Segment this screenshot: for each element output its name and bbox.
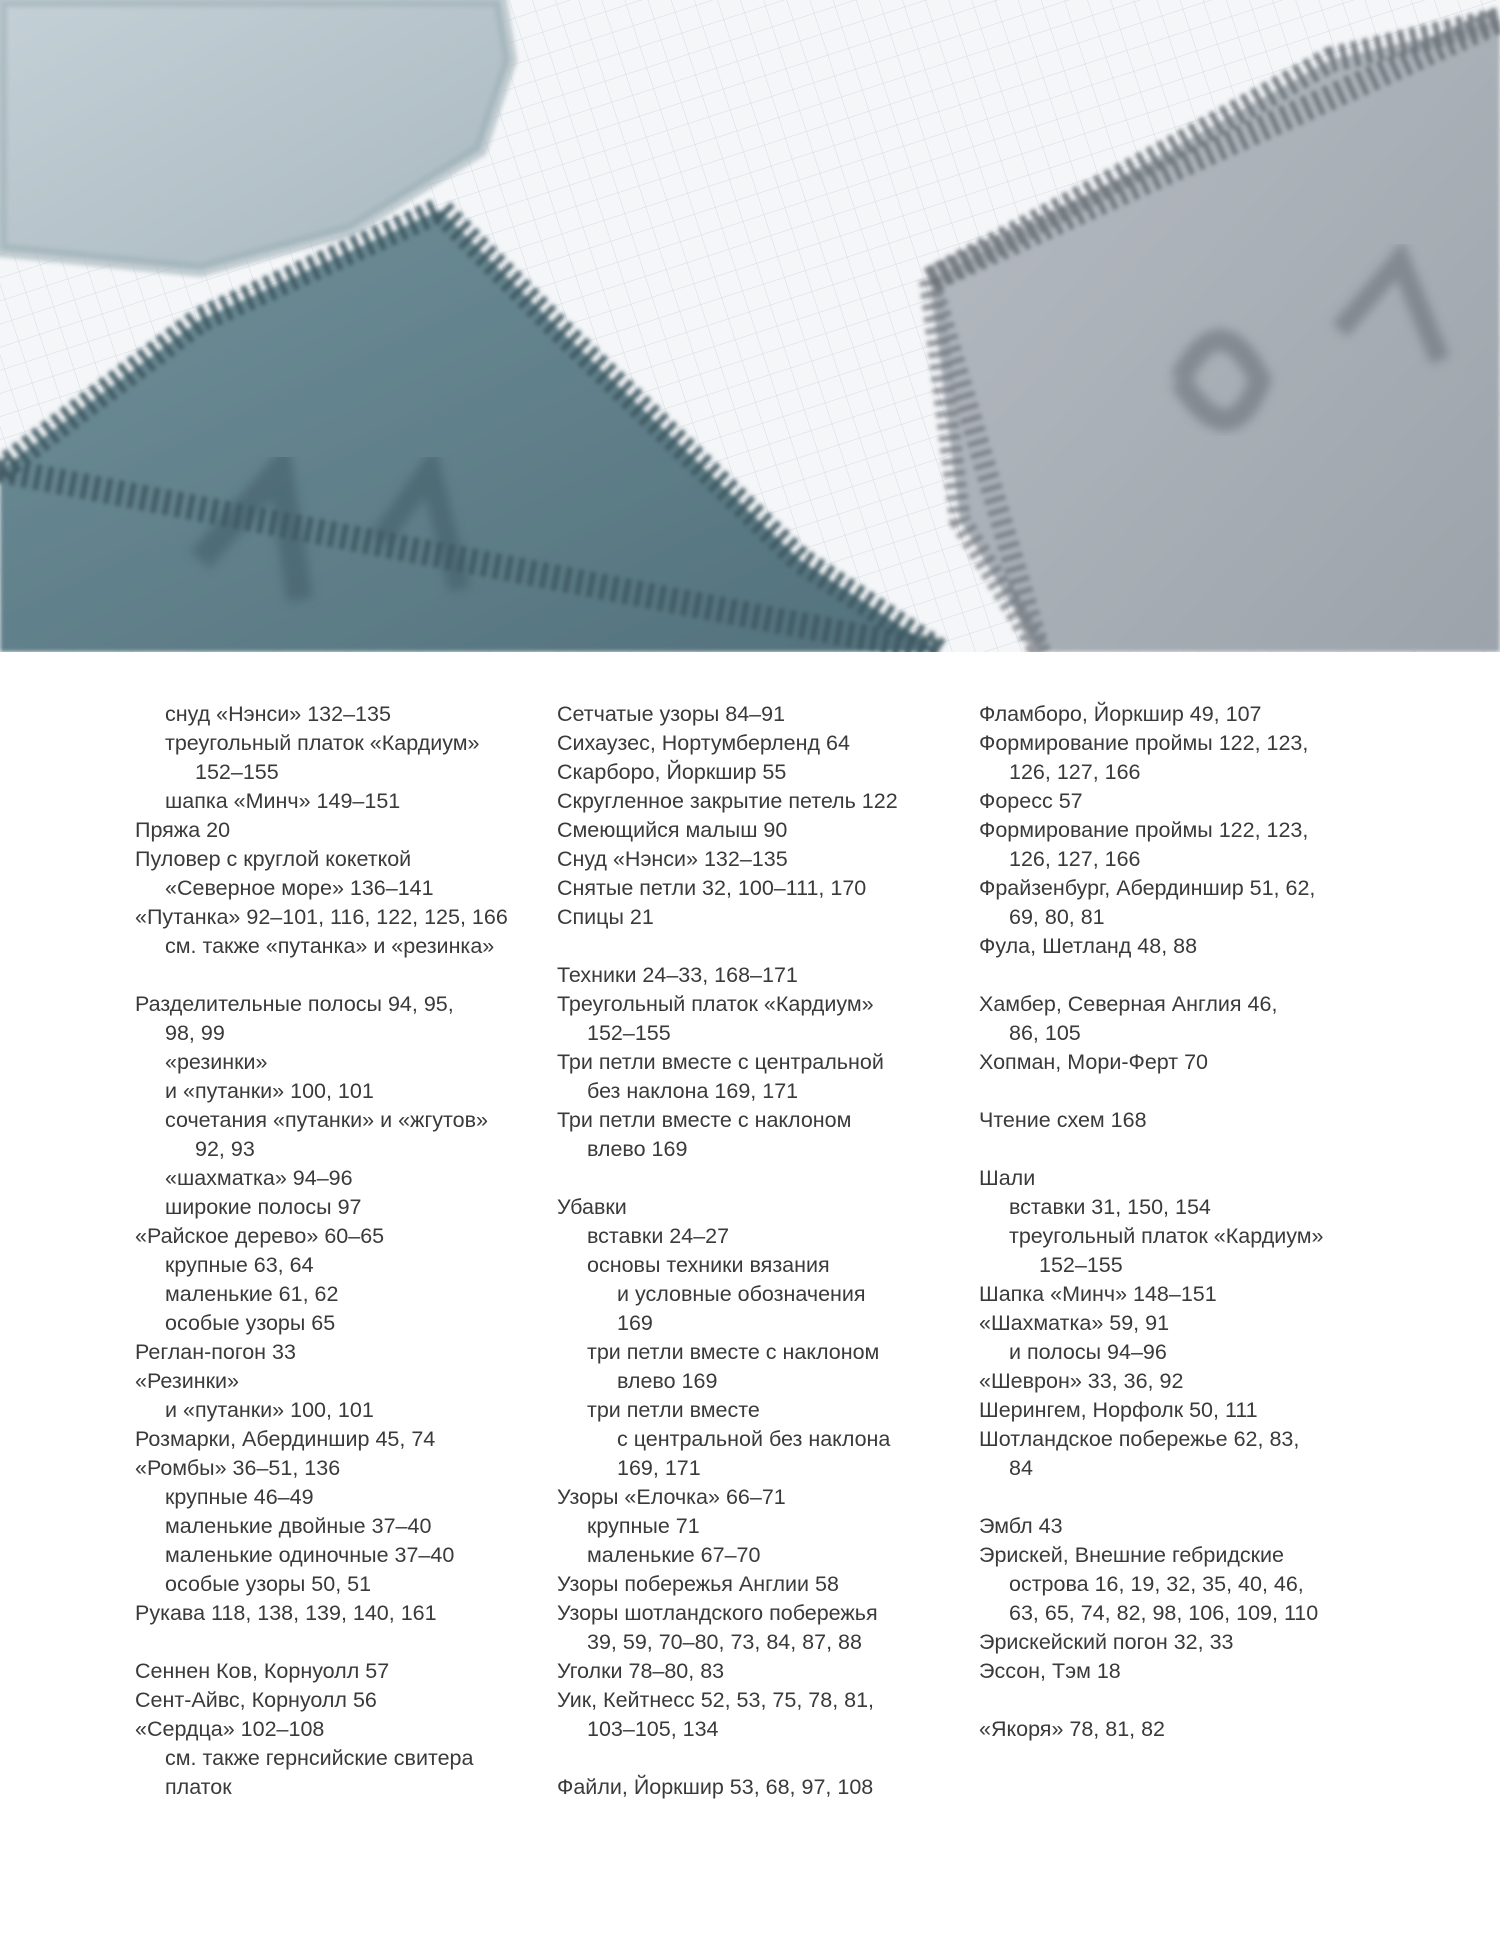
index-column-2 (557, 700, 957, 1802)
index-subentry: и условные обозначения (617, 1282, 866, 1306)
index-entry: Эрискей, Внешние гебридские (979, 1543, 1284, 1567)
index-gap (979, 1686, 1379, 1715)
index-subentry: с центральной без наклона (617, 1427, 891, 1451)
index-gap (557, 1744, 957, 1773)
index-entry: Сент-Айвс, Корнуолл 56 (135, 1688, 377, 1712)
index-subentry: и «путанки» 100, 101 (165, 1079, 374, 1103)
index-subentry: «резинки» (165, 1050, 268, 1074)
index-subentry: особые узоры 50, 51 (165, 1572, 372, 1596)
index-entry: Снятые петли 32, 100–111, 170 (557, 876, 867, 900)
index-gap (979, 961, 1379, 990)
index-entry: Эрискейский погон 32, 33 (979, 1630, 1234, 1654)
index-subentry: 126, 127, 166 (1009, 847, 1141, 871)
index-entry: Узоры шотландского побережья (557, 1601, 878, 1625)
index-subentry: влево 169 (617, 1369, 718, 1393)
index-subentry: три петли вместе с наклоном (587, 1340, 880, 1364)
index-entry: Убавки (557, 1195, 627, 1219)
index-entry: «Шеврон» 33, 36, 92 (979, 1369, 1184, 1393)
index-entry: Уголки 78–80, 83 (557, 1659, 725, 1683)
index-entry: Сетчатые узоры 84–91 (557, 702, 786, 726)
index-subentry: платок (165, 1775, 232, 1799)
index-subentry: основы техники вязания (587, 1253, 830, 1277)
index-subentry: шапка «Минч» 149–151 (165, 789, 401, 813)
index-subentry: вставки 31, 150, 154 (1009, 1195, 1211, 1219)
index-entry: Узоры побережья Англии 58 (557, 1572, 839, 1596)
index-gap (979, 1077, 1379, 1106)
index-subentry: 169 (617, 1311, 653, 1335)
index-subentry: влево 169 (587, 1137, 688, 1161)
index-subentry: 152–155 (1039, 1253, 1123, 1277)
index-subentry: 84 (1009, 1456, 1033, 1480)
index-entry: Эссон, Тэм 18 (979, 1659, 1121, 1683)
index-subentry: и «путанки» 100, 101 (165, 1398, 374, 1422)
index-subentry: особые узоры 65 (165, 1311, 336, 1335)
index-entry: «Шахматка» 59, 91 (979, 1311, 1170, 1335)
index-subentry: три петли вместе (587, 1398, 760, 1422)
index-subentry: 69, 80, 81 (1009, 905, 1105, 929)
index-subentry: «Северное море» 136–141 (165, 876, 434, 900)
index-entry: Смеющийся малыш 90 (557, 818, 788, 842)
index-subentry: 98, 99 (165, 1021, 225, 1045)
index-entry: Уик, Кейтнесс 52, 53, 75, 78, 81, (557, 1688, 875, 1712)
index-entry: Шерингем, Норфолк 50, 111 (979, 1398, 1258, 1422)
index-entry: Чтение схем 168 (979, 1108, 1147, 1132)
index-column-3 (979, 700, 1379, 1744)
index-gap (557, 1164, 957, 1193)
index-columns (0, 700, 1500, 1900)
index-entry: Форесс 57 (979, 789, 1083, 813)
index-subentry: снуд «Нэнси» 132–135 (165, 702, 391, 726)
index-gap (979, 1135, 1379, 1164)
index-subentry: 39, 59, 70–80, 73, 84, 87, 88 (587, 1630, 862, 1654)
index-entry: Шапка «Минч» 148–151 (979, 1282, 1217, 1306)
index-entry: «Якоря» 78, 81, 82 (979, 1717, 1166, 1741)
index-subentry: треугольный платок «Кардиум» (165, 731, 480, 755)
index-entry: Треугольный платок «Кардиум» (557, 992, 874, 1016)
photo-illustration (0, 0, 1500, 652)
index-entry: «Сердца» 102–108 (135, 1717, 325, 1741)
index-entry: «Ромбы» 36–51, 136 (135, 1456, 341, 1480)
index-entry: Фламборо, Йоркшир 49, 107 (979, 702, 1262, 726)
index-subentry: без наклона 169, 171 (587, 1079, 799, 1103)
index-subentry: 92, 93 (195, 1137, 255, 1161)
index-entry: Техники 24–33, 168–171 (557, 963, 798, 987)
index-column-1 (135, 700, 535, 1802)
index-entry: Разделительные полосы 94, 95, (135, 992, 454, 1016)
knitted-swatches-photo (0, 0, 1500, 652)
index-subentry: маленькие 61, 62 (165, 1282, 339, 1306)
index-subentry: вставки 24–27 (587, 1224, 730, 1248)
index-entry: Шали (979, 1166, 1036, 1190)
index-gap (135, 961, 535, 990)
index-subentry: 169, 171 (617, 1456, 701, 1480)
index-entry: Пряжа 20 (135, 818, 231, 842)
index-subentry: маленькие двойные 37–40 (165, 1514, 432, 1538)
index-entry: Скарборо, Йоркшир 55 (557, 760, 787, 784)
index-subentry: см. также «путанка» и «резинка» (165, 934, 495, 958)
index-entry: Фула, Шетланд 48, 88 (979, 934, 1198, 958)
index-subentry: 152–155 (195, 760, 279, 784)
index-subentry: «шахматка» 94–96 (165, 1166, 353, 1190)
index-entry: Сеннен Ков, Корнуолл 57 (135, 1659, 390, 1683)
index-entry: «Путанка» 92–101, 116, 122, 125, 166 (135, 905, 508, 929)
index-subentry: 86, 105 (1009, 1021, 1081, 1045)
index-entry: Реглан-погон 33 (135, 1340, 296, 1364)
index-gap (557, 932, 957, 961)
index-entry: Фрайзенбург, Абердиншир 51, 62, (979, 876, 1316, 900)
index-entry: Хопман, Мори-Ферт 70 (979, 1050, 1209, 1074)
index-entry: Сихаузес, Нортумберленд 64 (557, 731, 850, 755)
index-subentry: крупные 71 (587, 1514, 700, 1538)
index-entry: Спицы 21 (557, 905, 654, 929)
index-entry: Формирование проймы 122, 123, (979, 731, 1309, 755)
index-entry: Розмарки, Абердиншир 45, 74 (135, 1427, 436, 1451)
index-subentry: 126, 127, 166 (1009, 760, 1141, 784)
index-subentry: маленькие 67–70 (587, 1543, 761, 1567)
index-subentry: и полосы 94–96 (1009, 1340, 1167, 1364)
index-entry: Три петли вместе с центральной (557, 1050, 884, 1074)
index-entry: Формирование проймы 122, 123, (979, 818, 1309, 842)
index-subentry: крупные 46–49 (165, 1485, 314, 1509)
index-entry: Скругленное закрытие петель 122 (557, 789, 898, 813)
index-entry: Снуд «Нэнси» 132–135 (557, 847, 788, 871)
index-subentry: см. также гернсийские свитера (165, 1746, 474, 1770)
index-subentry: маленькие одиночные 37–40 (165, 1543, 455, 1567)
index-entry: Рукава 118, 138, 139, 140, 161 (135, 1601, 437, 1625)
index-entry: Три петли вместе с наклоном (557, 1108, 852, 1132)
index-subentry: сочетания «путанки» и «жгутов» (165, 1108, 488, 1132)
index-entry: Файли, Йоркшир 53, 68, 97, 108 (557, 1775, 874, 1799)
index-entry: Хамбер, Северная Англия 46, (979, 992, 1278, 1016)
index-subentry: широкие полосы 97 (165, 1195, 362, 1219)
index-entry: Шотландское побережье 62, 83, (979, 1427, 1300, 1451)
index-subentry: треугольный платок «Кардиум» (1009, 1224, 1324, 1248)
index-entry: «Резинки» (135, 1369, 239, 1393)
index-subentry: 152–155 (587, 1021, 671, 1045)
index-subentry: острова 16, 19, 32, 35, 40, 46, (1009, 1572, 1304, 1596)
index-entry: Пуловер с круглой кокеткой (135, 847, 412, 871)
index-subentry: крупные 63, 64 (165, 1253, 314, 1277)
index-gap (979, 1483, 1379, 1512)
index-entry: Узоры «Елочка» 66–71 (557, 1485, 786, 1509)
index-gap (135, 1628, 535, 1657)
index-entry: Эмбл 43 (979, 1514, 1063, 1538)
index-subentry: 63, 65, 74, 82, 98, 106, 109, 110 (1009, 1601, 1319, 1625)
index-subentry: 103–105, 134 (587, 1717, 719, 1741)
index-entry: «Райское дерево» 60–65 (135, 1224, 385, 1248)
